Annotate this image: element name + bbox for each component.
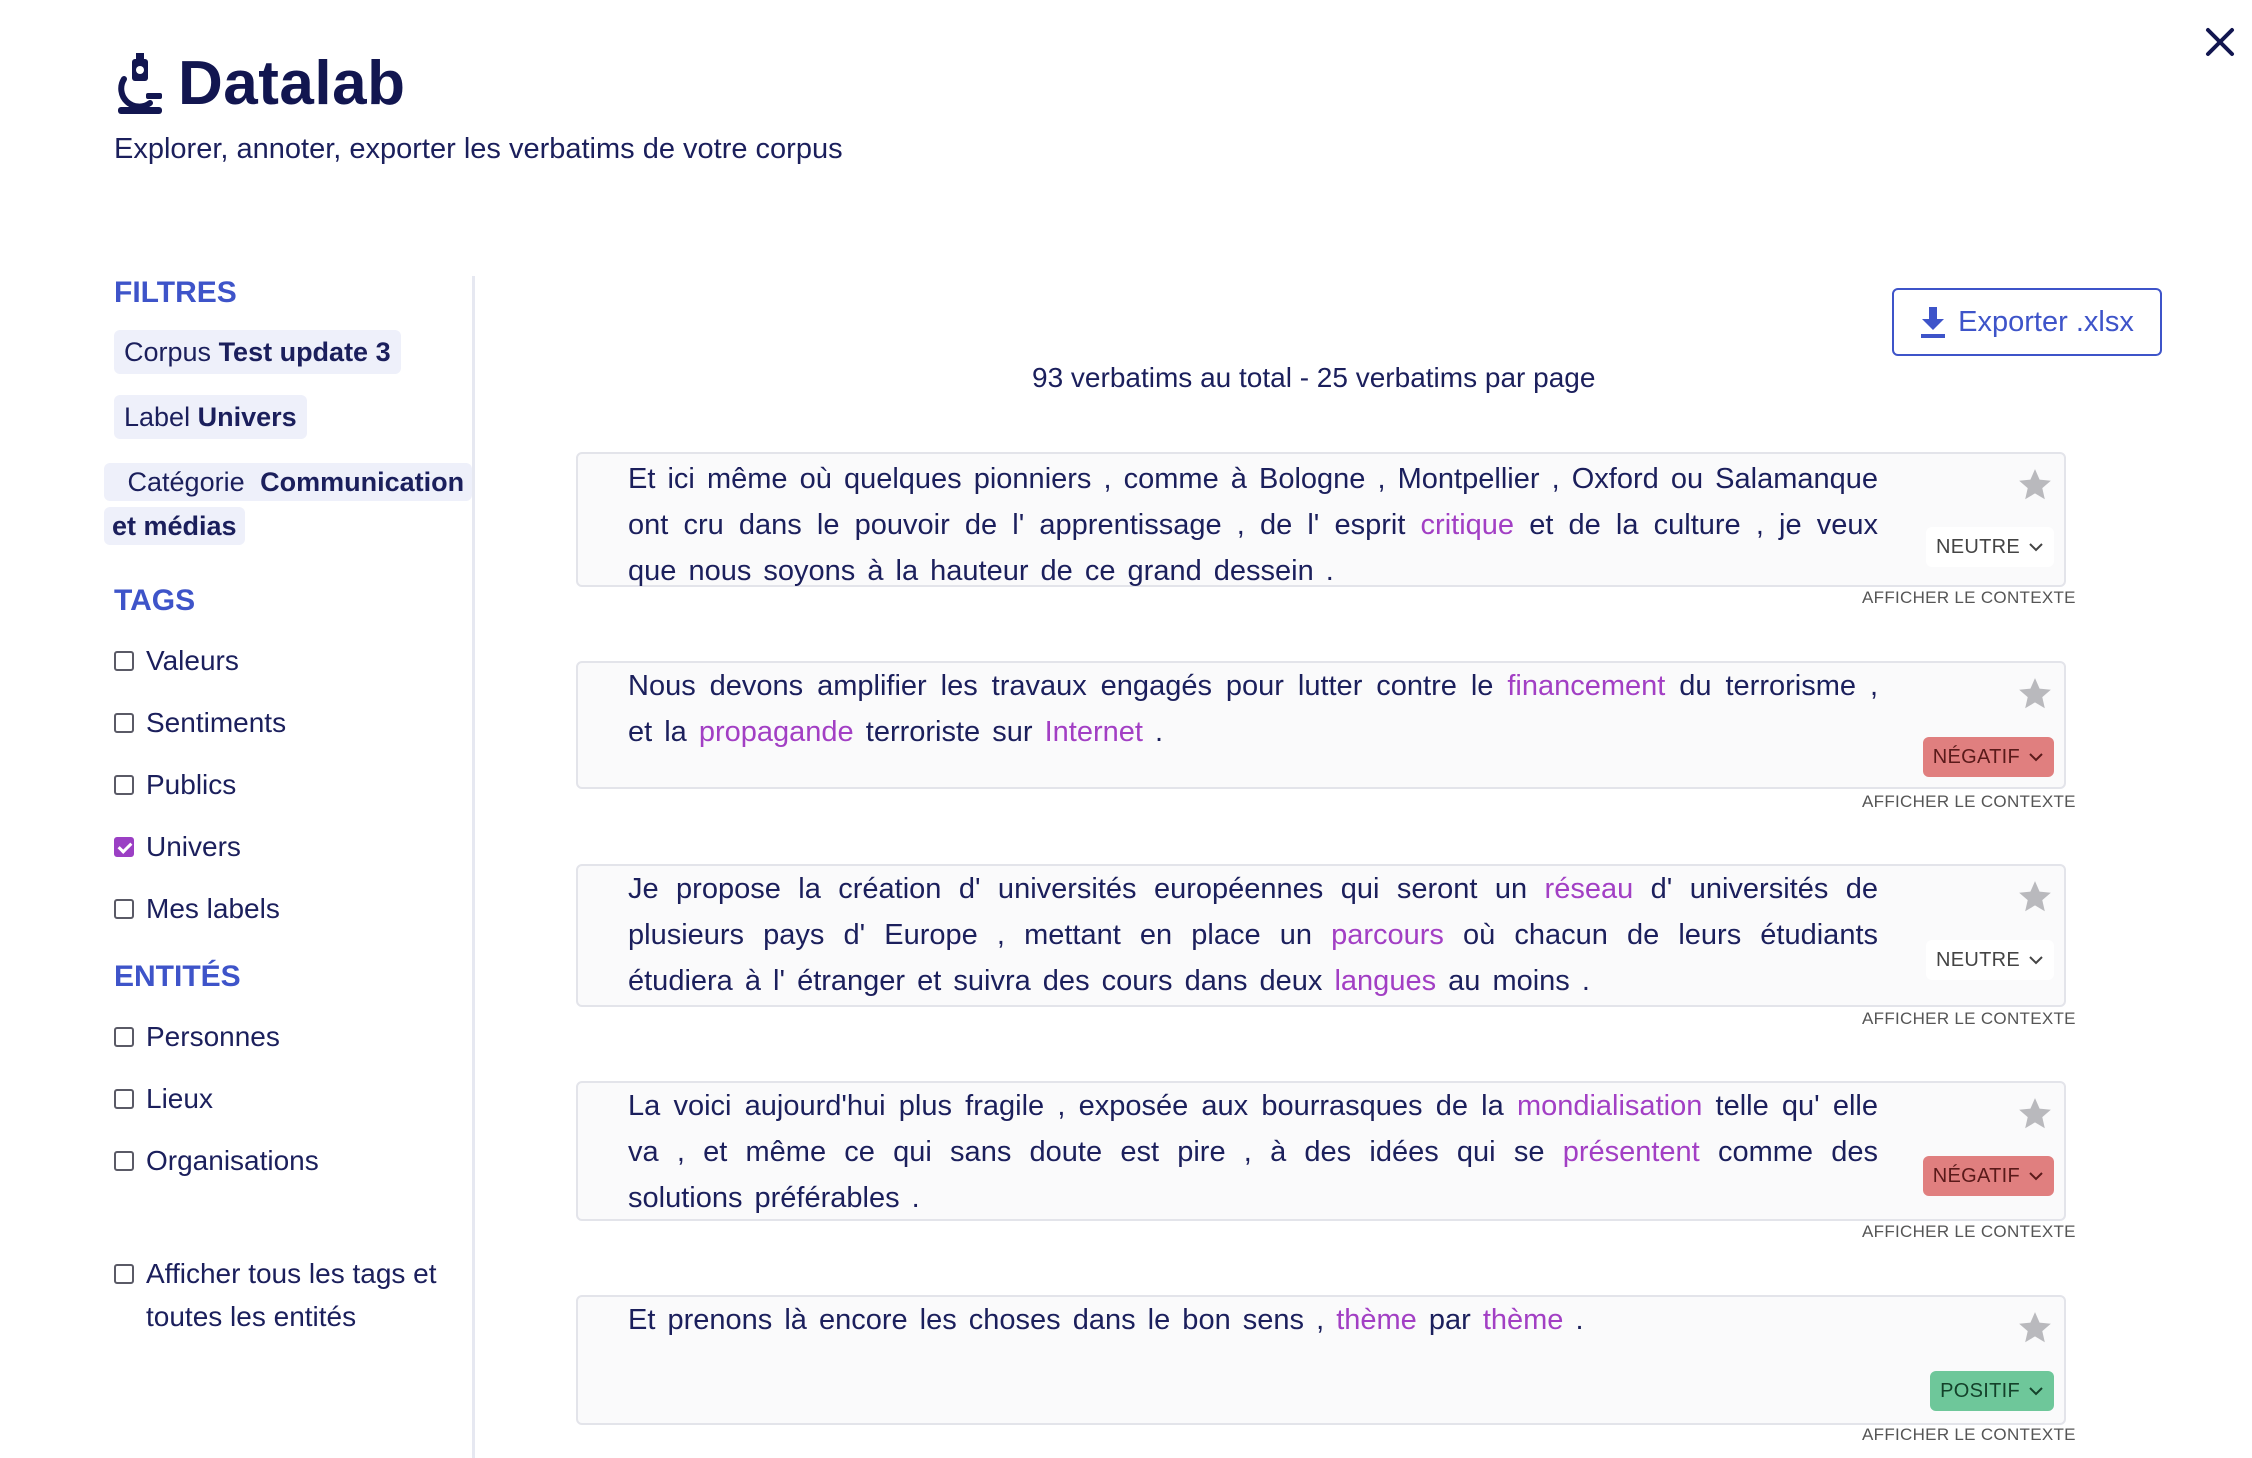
checkbox-label: Mes labels [146, 893, 280, 924]
export-label: Exporter .xlsx [1958, 305, 2134, 338]
checkbox[interactable] [114, 1089, 134, 1109]
checkbox-label: Lieux [146, 1083, 213, 1114]
star-icon[interactable] [2016, 1095, 2054, 1133]
tags-list [114, 630, 474, 940]
tag-checkbox-mes-labels[interactable] [114, 878, 474, 940]
chip-label: Catégorie [120, 463, 253, 501]
checkbox-label: Afficher tous les tags et toutes les entités [146, 1258, 437, 1332]
text-segment: Nous devons amplifier les travaux engagés pour lutter contre le [628, 670, 1508, 702]
star-icon[interactable] [2016, 1309, 2054, 1347]
text-segment: d' universités de plusieurs pays d' Europe , mettant en place un [628, 873, 1878, 951]
show-all-checkbox[interactable] [114, 1252, 474, 1338]
text-segment: au moins . [1436, 965, 1590, 997]
text-segment: et de la culture , je veux que nous soyons à la hauteur de ce grand dessein . [628, 509, 1879, 587]
show-context-link[interactable]: AFFICHER LE CONTEXTE [1862, 792, 2076, 811]
highlighted-term[interactable]: présentent [1562, 1136, 1700, 1168]
text-segment: telle qu' elle va , et même ce qui sans doute est pire , à des idées qui se [628, 1090, 1879, 1168]
checkbox-label: Sentiments [146, 707, 287, 738]
chevron-down-icon [2028, 955, 2044, 965]
checkbox[interactable] [114, 837, 134, 857]
verbatim-text [628, 663, 1878, 755]
chevron-down-icon [2028, 752, 2044, 762]
entity-checkbox-organisations[interactable] [114, 1130, 474, 1192]
chip-value: Test update 3 [218, 337, 391, 367]
highlighted-term[interactable]: critique [1420, 509, 1515, 541]
close-icon [2192, 14, 2248, 70]
filter-chips [114, 330, 474, 548]
chevron-down-icon [2028, 1386, 2044, 1396]
text-segment: comme des solutions préférables . [628, 1136, 1878, 1214]
highlighted-term[interactable]: mondialisation [1516, 1090, 1703, 1122]
verbatim-card [576, 1295, 2066, 1425]
entities-title: ENTITÉS [114, 960, 241, 993]
download-icon [1920, 305, 1946, 339]
checkbox[interactable] [114, 899, 134, 919]
sentiment-label: POSITIF [1940, 1379, 2020, 1402]
sentiment-dropdown[interactable] [1923, 1156, 2054, 1196]
checkbox[interactable] [114, 1151, 134, 1171]
page-subtitle: Explorer, annoter, exporter les verbatims de votre corpus [114, 133, 843, 165]
chip-label: Label [124, 402, 191, 432]
tags-title: TAGS [114, 584, 196, 617]
text-segment: La voici aujourd'hui plus fragile , exposée aux bourrasques de la [628, 1090, 1517, 1122]
tag-checkbox-valeurs[interactable] [114, 630, 474, 692]
show-context-link[interactable]: AFFICHER LE CONTEXTE [1862, 1222, 2076, 1241]
chevron-down-icon [2028, 1171, 2044, 1181]
entities-list [114, 1006, 474, 1192]
tag-checkbox-univers[interactable] [114, 816, 474, 878]
verbatim-card [576, 1081, 2066, 1221]
show-context-link[interactable]: AFFICHER LE CONTEXTE [1862, 1009, 2076, 1028]
checkbox[interactable] [114, 651, 134, 671]
text-segment: par [1416, 1304, 1483, 1336]
tag-checkbox-publics[interactable] [114, 754, 474, 816]
text-segment: du terrorisme , et la [628, 670, 1878, 748]
sidebar [114, 276, 474, 1338]
chip-value: Univers [197, 402, 297, 432]
highlighted-term[interactable]: Internet [1044, 716, 1143, 748]
filter-chip-corpus[interactable] [114, 330, 401, 374]
sentiment-dropdown[interactable] [1930, 1371, 2054, 1411]
checkbox[interactable] [114, 713, 134, 733]
checkbox-label: Valeurs [146, 645, 239, 676]
checkbox-label: Publics [146, 769, 237, 800]
microscope-icon [114, 49, 166, 119]
checkbox[interactable] [114, 775, 134, 795]
chip-value: Communication et médias [112, 467, 465, 541]
filters-title: FILTRES [114, 276, 237, 309]
chip-label: Corpus [124, 337, 212, 367]
checkbox-label: Univers [146, 831, 241, 862]
page-header [114, 48, 843, 166]
logo-row [114, 48, 843, 119]
show-context-link[interactable]: AFFICHER LE CONTEXTE [1862, 1425, 2076, 1444]
filter-chip-categorie[interactable] [104, 467, 472, 541]
filter-chip-label[interactable] [114, 395, 307, 439]
checkbox[interactable] [114, 1264, 134, 1284]
highlighted-term[interactable]: thème [1336, 1304, 1417, 1336]
highlighted-term[interactable]: langues [1334, 965, 1437, 997]
star-icon[interactable] [2016, 878, 2054, 916]
sentiment-label: NÉGATIF [1932, 745, 2020, 768]
sentiment-label: NEUTRE [1935, 948, 2020, 971]
tag-checkbox-sentiments[interactable] [114, 692, 474, 754]
show-context-link[interactable]: AFFICHER LE CONTEXTE [1862, 588, 2076, 607]
highlighted-term[interactable]: parcours [1331, 919, 1444, 951]
export-xlsx-button[interactable] [1892, 288, 2162, 356]
verbatim-card [576, 452, 2066, 587]
star-icon[interactable] [2016, 466, 2054, 504]
text-segment: . [1142, 716, 1164, 748]
highlighted-term[interactable]: thème [1482, 1304, 1564, 1336]
sentiment-label: NEUTRE [1935, 535, 2020, 558]
text-segment: Et prenons là encore les choses dans le bon sens , [628, 1304, 1337, 1336]
highlighted-term[interactable]: réseau [1544, 873, 1634, 905]
verbatim-text [628, 456, 1878, 594]
checkbox-label: Personnes [146, 1021, 280, 1052]
sentiment-dropdown[interactable] [1926, 940, 2054, 980]
verbatims-count: 93 verbatims au total - 25 verbatims par page [1032, 362, 1596, 393]
text-segment: Et ici même où quelques pionniers , comme à Bologne , Montpellier , Oxford ou Salamanque ont cru dans le pouvoir de l' apprentissage , de l' esprit [628, 463, 1878, 541]
close-button[interactable] [2192, 14, 2248, 70]
text-segment: Je propose la création d' universités européennes qui seront un [628, 873, 1545, 905]
chevron-down-icon [2028, 542, 2044, 552]
text-segment: . [1563, 1304, 1584, 1336]
text-segment: terroriste sur [853, 716, 1045, 748]
verbatim-text [628, 1083, 1878, 1221]
text-segment: où chacun de leurs étudiants étudiera à l' étranger et suivra des cours dans deux [628, 919, 1878, 997]
sidebar-divider [472, 276, 475, 1458]
verbatim-card [576, 864, 2066, 1007]
star-icon[interactable] [2016, 675, 2054, 713]
entity-checkbox-lieux[interactable] [114, 1068, 474, 1130]
checkbox[interactable] [114, 1027, 134, 1047]
page-title: Datalab [178, 49, 406, 118]
highlighted-term[interactable]: financement [1507, 670, 1666, 702]
checkbox-label: Organisations [146, 1145, 319, 1176]
verbatim-text [628, 1297, 1878, 1343]
sentiment-label: NÉGATIF [1932, 1164, 2020, 1187]
entity-checkbox-personnes[interactable] [114, 1006, 474, 1068]
verbatim-text [628, 866, 1878, 1004]
sentiment-dropdown[interactable] [1923, 737, 2054, 777]
highlighted-term[interactable]: propagande [698, 716, 854, 748]
verbatim-card [576, 661, 2066, 789]
sentiment-dropdown[interactable] [1926, 527, 2054, 567]
